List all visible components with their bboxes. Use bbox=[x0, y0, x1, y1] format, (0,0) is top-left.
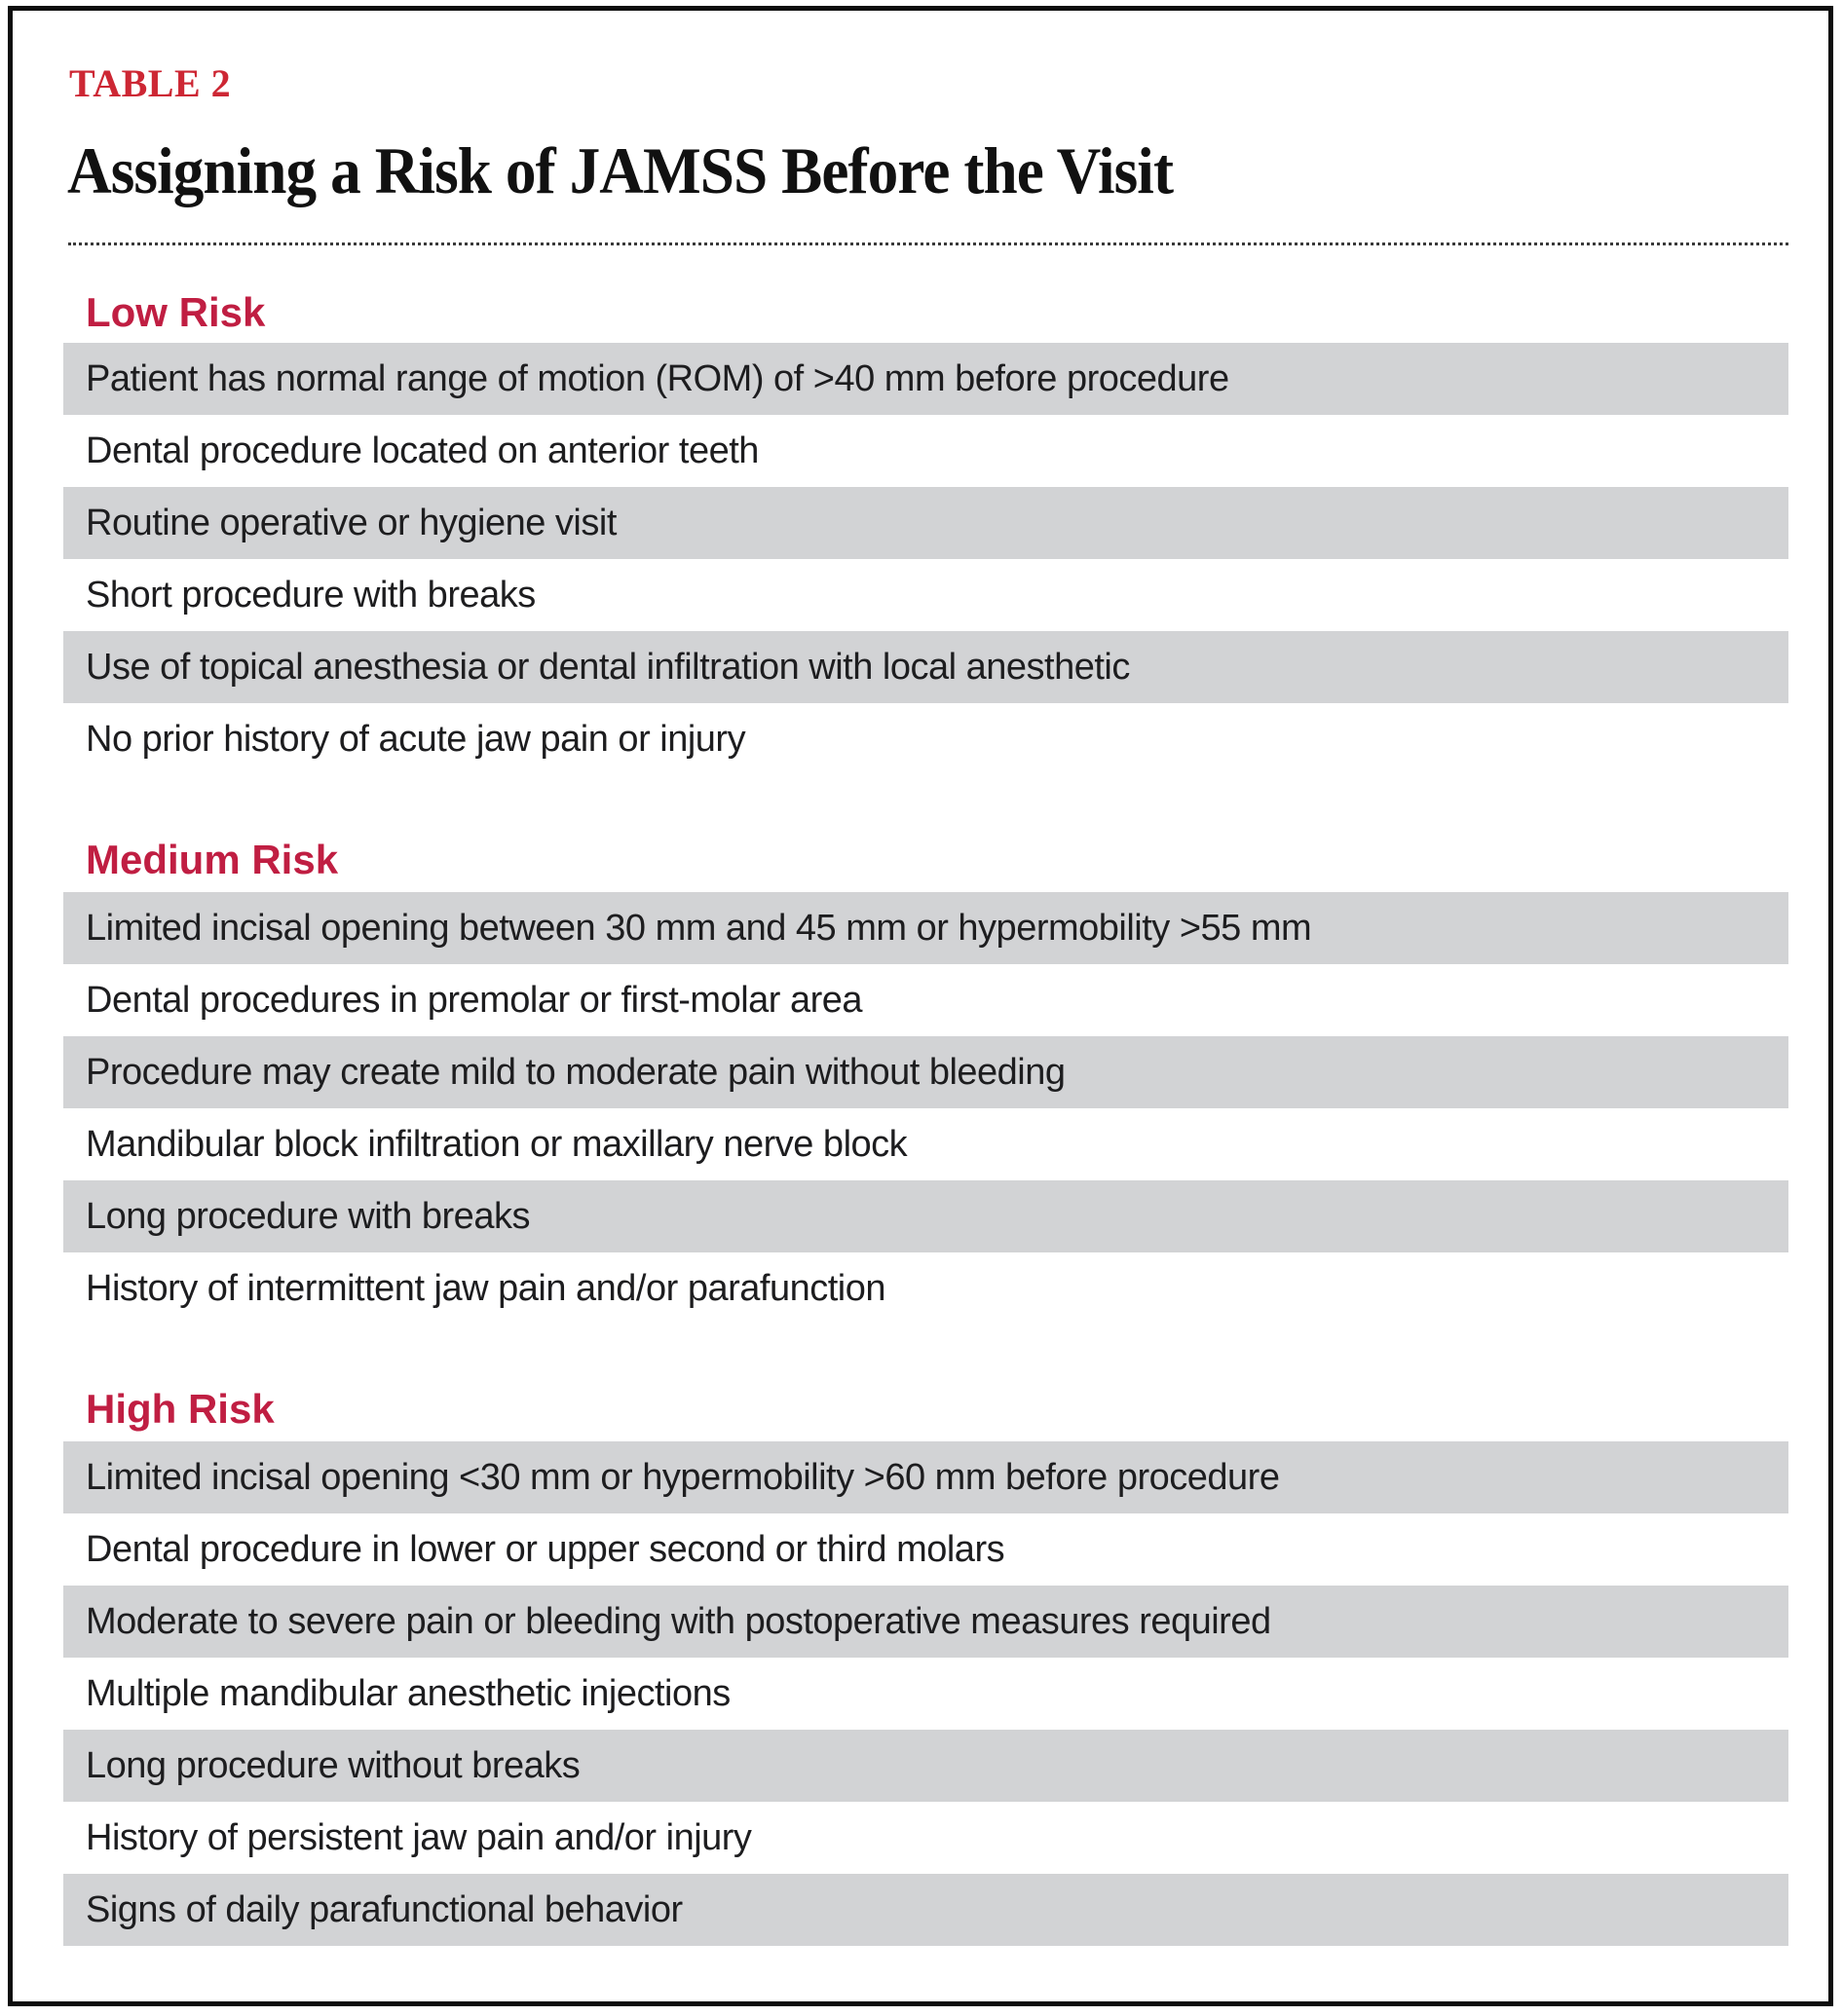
risk-section-high-risk bbox=[63, 1386, 1788, 1946]
risk-row-text: Dental procedure located on anterior teeth bbox=[86, 429, 759, 471]
risk-row-text: Multiple mandibular anesthetic injections bbox=[86, 1672, 731, 1714]
risk-row bbox=[63, 1441, 1788, 1513]
risk-row bbox=[63, 892, 1788, 964]
section-heading-high-risk: High Risk bbox=[86, 1386, 275, 1433]
risk-row-text: Long procedure with breaks bbox=[86, 1195, 530, 1237]
risk-row-text: Dental procedures in premolar or first-molar area bbox=[86, 979, 863, 1021]
risk-row bbox=[63, 703, 1788, 775]
risk-row bbox=[63, 559, 1788, 631]
dotted-divider bbox=[68, 243, 1788, 245]
risk-row bbox=[63, 1730, 1788, 1802]
risk-row bbox=[63, 1802, 1788, 1874]
risk-row-text: Mandibular block infiltration or maxillary nerve block bbox=[86, 1123, 908, 1165]
risk-row bbox=[63, 1180, 1788, 1252]
risk-row-text: Short procedure with breaks bbox=[86, 574, 536, 616]
risk-row-text: Procedure may create mild to moderate pain without bleeding bbox=[86, 1051, 1066, 1093]
risk-row bbox=[63, 487, 1788, 559]
risk-row bbox=[63, 415, 1788, 487]
risk-row bbox=[63, 1036, 1788, 1108]
section-heading-medium-risk: Medium Risk bbox=[86, 837, 339, 883]
risk-row bbox=[63, 1874, 1788, 1946]
table-content bbox=[63, 0, 1788, 1946]
risk-row-text: Limited incisal opening between 30 mm and 45 mm or hypermobility >55 mm bbox=[86, 907, 1312, 949]
risk-row bbox=[63, 1586, 1788, 1658]
risk-row bbox=[63, 343, 1788, 415]
table-kicker: TABLE 2 bbox=[69, 61, 232, 105]
risk-row bbox=[63, 1513, 1788, 1586]
risk-row-text: Moderate to severe pain or bleeding with postoperative measures required bbox=[86, 1600, 1271, 1642]
section-heading-low-risk: Low Risk bbox=[86, 289, 266, 336]
risk-row bbox=[63, 964, 1788, 1036]
table-title: Assigning a Risk of JAMSS Before the Visit bbox=[67, 133, 1174, 207]
risk-section-medium-risk bbox=[63, 837, 1788, 1325]
risk-rows bbox=[63, 892, 1788, 1325]
risk-row-text: Routine operative or hygiene visit bbox=[86, 502, 617, 543]
risk-row-text: Limited incisal opening <30 mm or hypermobility >60 mm before procedure bbox=[86, 1456, 1280, 1498]
risk-row-text: History of persistent jaw pain and/or injury bbox=[86, 1816, 752, 1858]
risk-sections bbox=[63, 289, 1788, 1946]
risk-row-text: History of intermittent jaw pain and/or parafunction bbox=[86, 1267, 885, 1309]
risk-row bbox=[63, 1252, 1788, 1325]
risk-row-text: Use of topical anesthesia or dental infiltration with local anesthetic bbox=[86, 646, 1130, 688]
risk-row bbox=[63, 1108, 1788, 1180]
risk-rows bbox=[63, 343, 1788, 775]
risk-row bbox=[63, 1658, 1788, 1730]
risk-row-text: Patient has normal range of motion (ROM) of >40 mm before procedure bbox=[86, 357, 1229, 399]
risk-section-low-risk bbox=[63, 289, 1788, 775]
risk-row-text: No prior history of acute jaw pain or injury bbox=[86, 718, 746, 760]
risk-row-text: Long procedure without breaks bbox=[86, 1744, 581, 1786]
risk-row-text: Dental procedure in lower or upper second or third molars bbox=[86, 1528, 1005, 1570]
risk-row-text: Signs of daily parafunctional behavior bbox=[86, 1888, 683, 1930]
risk-row bbox=[63, 631, 1788, 703]
risk-rows bbox=[63, 1441, 1788, 1946]
